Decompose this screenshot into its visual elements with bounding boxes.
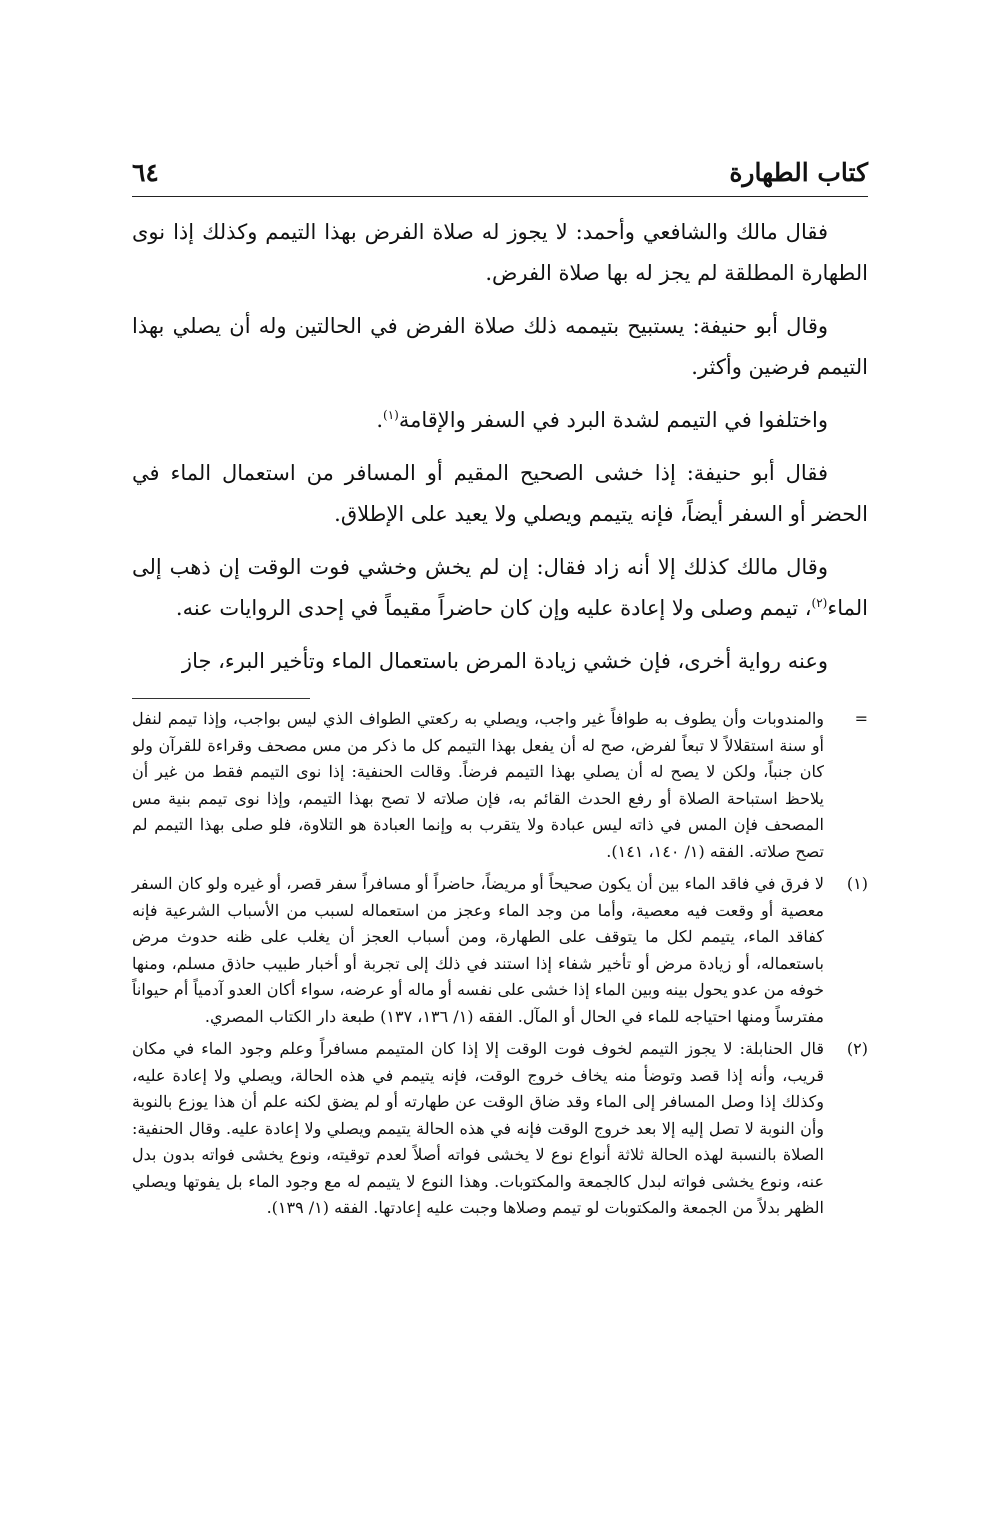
- header-divider: [132, 196, 868, 197]
- paragraph-5-text-b: ، تيمم وصلى ولا إعادة عليه وإن كان حاضراً مقيماً في إحدى الروايات عنه.: [175, 596, 812, 620]
- paragraph-3-end: .: [376, 408, 384, 432]
- paragraph-5: [132, 547, 868, 629]
- paragraph-2: وقال أبو حنيفة: يستبيح بتيممه ذلك صلاة الفرض في الحالتين وله أن يصلي بهذا التيمم فرضين وأكثر.: [132, 314, 868, 379]
- paragraph-6: وعنه رواية أخرى، فإن خشي زيادة المرض باستعمال الماء وتأخير البرء، جاز: [181, 649, 828, 673]
- footnote-1-marker: (١): [846, 874, 868, 893]
- footnote-1: [132, 871, 868, 1030]
- main-text: [132, 212, 868, 694]
- paragraph-4: فقال أبو حنيفة: إذا خشى الصحيح المقيم أو المسافر من استعمال الماء في الحضر أو السفر أيضاً، فإنه يتيمم ويصلي ولا يعيد على الإطلاق.: [132, 461, 868, 526]
- continuation-marker: =: [854, 709, 868, 728]
- footnote-1-text: لا فرق في فاقد الماء بين أن يكون صحيحاً أو مريضاً، حاضراً أو مسافراً سفر قصر، أو غيره ولو كان السفر معصية أو وقعت فيه معصية، وأما من وجد الماء وعجز من استعماله لسبب من الأسباب الشرعية فإنه كفاقد الماء، يتيمم لكل ما يتوقف على الطهارة، ومن أسباب العجز أن يغلب على ظنه حدوث مرض باستعماله، أو زيادة مرض أو تأخير شفاء إذا استند في ذلك إلى تجربة أو أخبار طبيب حاذق مسلم، ومنها خوفه من عدو يحول بينه وبين الماء إذا خشى على نفسه أو ماله أو عرضه، سواء أكان العدو آدمياً أم حيواناً مفترساً ومنها احتياجه للماء في الحال أو المآل. الفقه (١/ ١٣٦، ١٣٧) طبعة دار الكتاب المصري.: [132, 874, 824, 1026]
- paragraph-3: [132, 400, 868, 441]
- footnote-2-marker: (٢): [846, 1039, 868, 1058]
- footnote-divider: [132, 698, 310, 699]
- footnotes: [132, 706, 868, 1228]
- page-number: ٦٤: [132, 158, 159, 187]
- paragraph-5-text-a: وقال مالك كذلك إلا أنه زاد فقال: إن لم يخش وخشي فوت الوقت إن ذهب إلى الماء: [132, 555, 868, 620]
- footnote-continuation-text: والمندوبات وأن يطوف به طوافاً غير واجب، ويصلي به ركعتي الطواف الذي ليس بواجب، وإذا تيمم لنفل أو سنة استقلالاً لا تبعاً لفرض، صح له أن يفعل بهذا التيمم كل ما ذكر من مس مصحف وقراءة للقرآن ولو كان جنباً، ولكن لا يصح له أن يصلي بهذا التيمم فرضاً. وقالت الحنفية: إذا نوى التيمم فقط من غير أن يلاحظ استباحة الصلاة أو رفع الحدث القائم به، فإن صلاته لا تصح بهذا التيمم، وإذا نوى تيمم بنية مس المصحف فإن المس في ذاته ليس عبادة ولا يتقرب به وإنما العبادة هو التلاوة، فلو صلى بهذا التيمم لم تصح صلاته. الفقه (١/ ١٤٠، ١٤١).: [132, 709, 825, 861]
- footnote-continuation: [132, 706, 868, 865]
- footnote-2: [132, 1036, 868, 1222]
- footnote-2-text: قال الحنابلة: لا يجوز التيمم لخوف فوت الوقت إلا إذا كان المتيمم مسافراً وعلم وجود الماء في مكان قريب، وأنه إذا قصد وتوضأ منه يخاف خروج الوقت، فإنه يتيمم في هذه الحالة، ويصلي ولا إعادة عليه، وكذلك إذا وصل المسافر إلى الماء وقد ضاق الوقت عن طهارته أو لم يضق لكنه علم أن هذا يوزع بالنوبة وأن النوبة لا تصل إليه إلا بعد خروج الوقت فإنه في هذه الحالة يتيمم ويصلي ولا إعادة عليه. وقال الحنفية: الصلاة بالنسبة لهذه الحالة ثلاثة أنواع نوع لا يخشى فواته أصلاً لعدم توقيته، ونوع يخشى فواته بدون بدل عنه، ونوع يخشى فواته لبدل كالجمعة والمكتوبات. وهذا النوع لا يتيمم له مع وجود الماء بل يفوتها ويصلي الظهر بدلاً من الجمعة والمكتوبات لو تيمم وصلاها وجبت عليه إعادتها. الفقه (١/ ١٣٩).: [132, 1039, 825, 1217]
- paragraph-3-text: واختلفوا في التيمم لشدة البرد في السفر والإقامة: [398, 408, 828, 432]
- paragraph-1: فقال مالك والشافعي وأحمد: لا يجوز له صلاة الفرض بهذا التيمم وكذلك إذا نوى الطهارة المطلقة لم يجز له بها صلاة الفرض.: [132, 220, 868, 285]
- footnote-ref-2[interactable]: (٢): [811, 596, 828, 610]
- footnote-ref-1[interactable]: (١): [383, 408, 399, 422]
- page-header: [132, 158, 868, 200]
- chapter-title: كتاب الطهارة: [729, 158, 868, 187]
